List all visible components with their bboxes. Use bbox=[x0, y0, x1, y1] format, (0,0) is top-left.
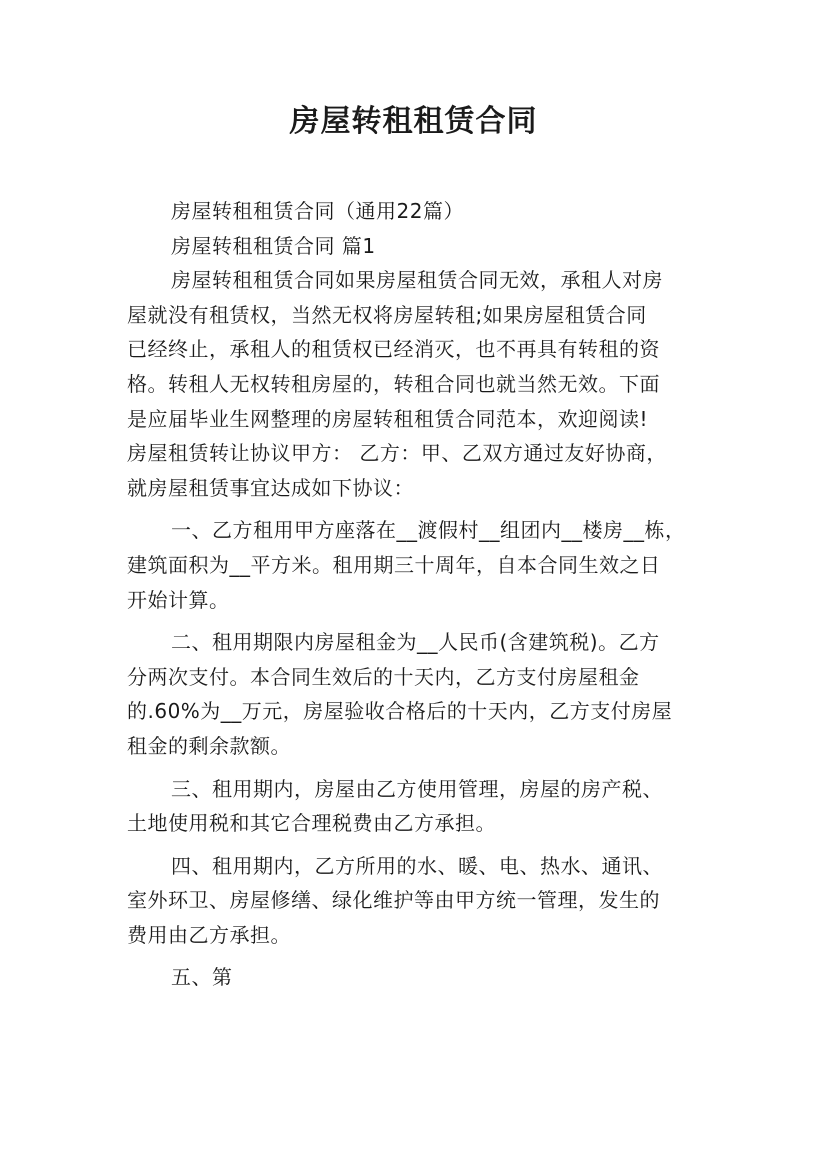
document-title: 房屋转租租赁合同 bbox=[289, 104, 538, 139]
text-line: 租金的剩余款额。 bbox=[127, 733, 291, 758]
text-line: 是应届毕业生网整理的房屋转租租赁合同范本，欢迎阅读! bbox=[127, 406, 649, 431]
text-line: 屋就没有租赁权，当然无权将房屋转租;如果房屋租赁合同 bbox=[127, 302, 647, 327]
text-line: 费用由乙方承担。 bbox=[127, 922, 291, 947]
text-line: 房屋转租租赁合同 篇1 bbox=[171, 233, 376, 258]
text-line: 三、租用期内，房屋由乙方使用管理，房屋的房产税、 bbox=[171, 776, 663, 801]
text-line: 四、租用期内，乙方所用的水、暖、电、热水、通讯、 bbox=[171, 853, 663, 878]
text-line: 房屋转租租赁合同如果房屋租赁合同无效，承租人对房 bbox=[171, 268, 663, 293]
text-line: 已经终止，承租人的租赁权已经消灭，也不再具有转租的资 bbox=[127, 337, 660, 362]
text-line: 分两次支付。本合同生效后的十天内，乙方支付房屋租金 bbox=[127, 664, 640, 689]
text-line: 房屋转租租赁合同（通用22篇） bbox=[171, 199, 464, 223]
text-line: 开始计算。 bbox=[127, 587, 230, 612]
text-line: 的.60%为__万元，房屋验收合格后的十天内，乙方支付房屋 bbox=[127, 699, 673, 724]
document-body bbox=[127, 194, 717, 995]
text-line: 就房屋租赁事宜达成如下协议： bbox=[127, 475, 414, 500]
text-line: 土地使用税和其它合理税费由乙方承担。 bbox=[127, 811, 496, 836]
text-line: 二、租用期限内房屋租金为__人民币(含建筑税)。乙方 bbox=[171, 630, 660, 655]
text-line: 房屋租赁转让协议甲方： 乙方：甲、乙双方通过友好协商， bbox=[127, 441, 667, 466]
text-line: 五、第 bbox=[171, 965, 233, 990]
text-line: 室外环卫、房屋修缮、绿化维护等由甲方统一管理，发生的 bbox=[127, 888, 660, 913]
text-line: 格。转租人无权转租房屋的，转租合同也就当然无效。下面 bbox=[127, 371, 660, 396]
text-line: 一、乙方租用甲方座落在__渡假村__组团内__楼房__栋， bbox=[171, 518, 686, 543]
text-line: 建筑面积为__平方米。租用期三十周年，自本合同生效之日 bbox=[127, 552, 661, 577]
